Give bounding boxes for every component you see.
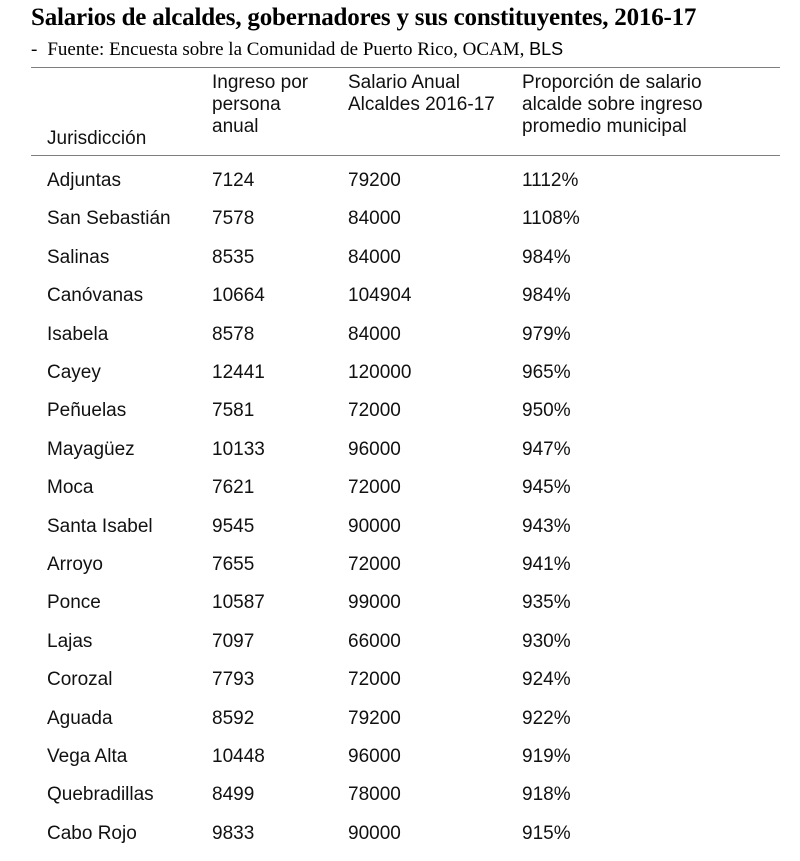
cell-salario: 72000 xyxy=(348,477,401,498)
cell-jurisdiccion: Cabo Rojo xyxy=(47,823,137,844)
cell-proporcion: 930% xyxy=(522,631,571,652)
cell-salario: 66000 xyxy=(348,631,401,652)
cell-jurisdiccion: Santa Isabel xyxy=(47,516,153,537)
cell-jurisdiccion: Isabela xyxy=(47,324,109,345)
cell-ingreso: 10664 xyxy=(212,285,265,306)
cell-salario: 79200 xyxy=(348,170,401,191)
cell-ingreso: 7793 xyxy=(212,669,255,690)
table-row xyxy=(0,784,800,822)
table-row xyxy=(0,477,800,515)
cell-proporcion: 935% xyxy=(522,592,571,613)
table-row xyxy=(0,208,800,246)
cell-ingreso: 7621 xyxy=(212,477,255,498)
header-salario: Salario Anual Alcaldes 2016-17 xyxy=(348,72,495,115)
cell-proporcion: 1112% xyxy=(522,170,579,191)
cell-proporcion: 943% xyxy=(522,516,571,537)
cell-ingreso: 10587 xyxy=(212,592,265,613)
cell-proporcion: 950% xyxy=(522,400,571,421)
cell-salario: 72000 xyxy=(348,554,401,575)
cell-proporcion: 919% xyxy=(522,746,571,767)
cell-jurisdiccion: San Sebastián xyxy=(47,208,171,229)
cell-ingreso: 9833 xyxy=(212,823,255,844)
cell-salario: 72000 xyxy=(348,669,401,690)
table-row xyxy=(0,285,800,323)
cell-salario: 90000 xyxy=(348,516,401,537)
cell-jurisdiccion: Moca xyxy=(47,477,94,498)
cell-ingreso: 7581 xyxy=(212,400,255,421)
table-title: Salarios de alcaldes, gobernadores y sus constituyentes, 2016-17 xyxy=(31,4,697,31)
cell-jurisdiccion: Lajas xyxy=(47,631,93,652)
cell-ingreso: 10133 xyxy=(212,439,265,460)
cell-proporcion: 984% xyxy=(522,247,571,268)
cell-salario: 90000 xyxy=(348,823,401,844)
table-row xyxy=(0,324,800,362)
header-rule xyxy=(31,155,780,156)
cell-salario: 79200 xyxy=(348,708,401,729)
cell-jurisdiccion: Vega Alta xyxy=(47,746,128,767)
cell-proporcion: 945% xyxy=(522,477,571,498)
cell-proporcion: 1108% xyxy=(522,208,580,229)
table-row xyxy=(0,439,800,477)
cell-jurisdiccion: Arroyo xyxy=(47,554,103,575)
cell-salario: 99000 xyxy=(348,592,401,613)
cell-ingreso: 7097 xyxy=(212,631,255,652)
cell-ingreso: 8578 xyxy=(212,324,255,345)
cell-jurisdiccion: Canóvanas xyxy=(47,285,144,306)
table-row xyxy=(0,746,800,784)
cell-salario: 96000 xyxy=(348,439,401,460)
source-dash: - xyxy=(31,39,38,60)
table-row xyxy=(0,708,800,746)
cell-ingreso: 7124 xyxy=(212,170,255,191)
cell-jurisdiccion: Peñuelas xyxy=(47,400,127,421)
table-row xyxy=(0,362,800,400)
cell-jurisdiccion: Adjuntas xyxy=(47,170,121,191)
cell-proporcion: 924% xyxy=(522,669,571,690)
cell-salario: 72000 xyxy=(348,400,401,421)
cell-ingreso: 9545 xyxy=(212,516,255,537)
table-row xyxy=(0,170,800,208)
table-row xyxy=(0,247,800,285)
table-row xyxy=(0,516,800,554)
cell-ingreso: 7655 xyxy=(212,554,255,575)
source-note xyxy=(31,39,563,61)
cell-ingreso: 12441 xyxy=(212,362,265,383)
table-row xyxy=(0,631,800,669)
cell-ingreso: 8535 xyxy=(212,247,255,268)
cell-jurisdiccion: Ponce xyxy=(47,592,101,613)
cell-salario: 78000 xyxy=(348,784,401,805)
cell-ingreso: 7578 xyxy=(212,208,255,229)
top-rule xyxy=(31,67,780,68)
cell-salario: 84000 xyxy=(348,247,401,268)
cell-proporcion: 979% xyxy=(522,324,571,345)
cell-salario: 96000 xyxy=(348,746,401,767)
cell-jurisdiccion: Aguada xyxy=(47,708,113,729)
cell-ingreso: 8499 xyxy=(212,784,255,805)
cell-salario: 84000 xyxy=(348,208,401,229)
cell-jurisdiccion: Salinas xyxy=(47,247,110,268)
cell-proporcion: 947% xyxy=(522,439,571,460)
source-text-serif: Fuente: Encuesta sobre la Comunidad de Puerto Rico, OCAM, xyxy=(47,39,525,60)
table-row xyxy=(0,669,800,707)
cell-proporcion: 922% xyxy=(522,708,571,729)
cell-salario: 84000 xyxy=(348,324,401,345)
header-proporcion: Proporción de salario alcalde sobre ingreso promedio municipal xyxy=(522,72,703,137)
cell-ingreso: 8592 xyxy=(212,708,255,729)
header-jurisdiccion: Jurisdicción xyxy=(47,128,147,149)
cell-jurisdiccion: Quebradillas xyxy=(47,784,154,805)
cell-jurisdiccion: Corozal xyxy=(47,669,113,690)
header-ingreso: Ingreso por persona anual xyxy=(212,72,309,137)
cell-salario: 104904 xyxy=(348,285,412,306)
cell-proporcion: 918% xyxy=(522,784,571,805)
table-row xyxy=(0,823,800,861)
cell-proporcion: 984% xyxy=(522,285,571,306)
table-row xyxy=(0,400,800,438)
table-row xyxy=(0,592,800,630)
cell-proporcion: 965% xyxy=(522,362,571,383)
cell-jurisdiccion: Cayey xyxy=(47,362,101,383)
cell-proporcion: 941% xyxy=(522,554,571,575)
table-row xyxy=(0,554,800,592)
source-text-sans: BLS xyxy=(529,39,564,59)
cell-salario: 120000 xyxy=(348,362,412,383)
cell-ingreso: 10448 xyxy=(212,746,265,767)
cell-jurisdiccion: Mayagüez xyxy=(47,439,135,460)
cell-proporcion: 915% xyxy=(522,823,571,844)
